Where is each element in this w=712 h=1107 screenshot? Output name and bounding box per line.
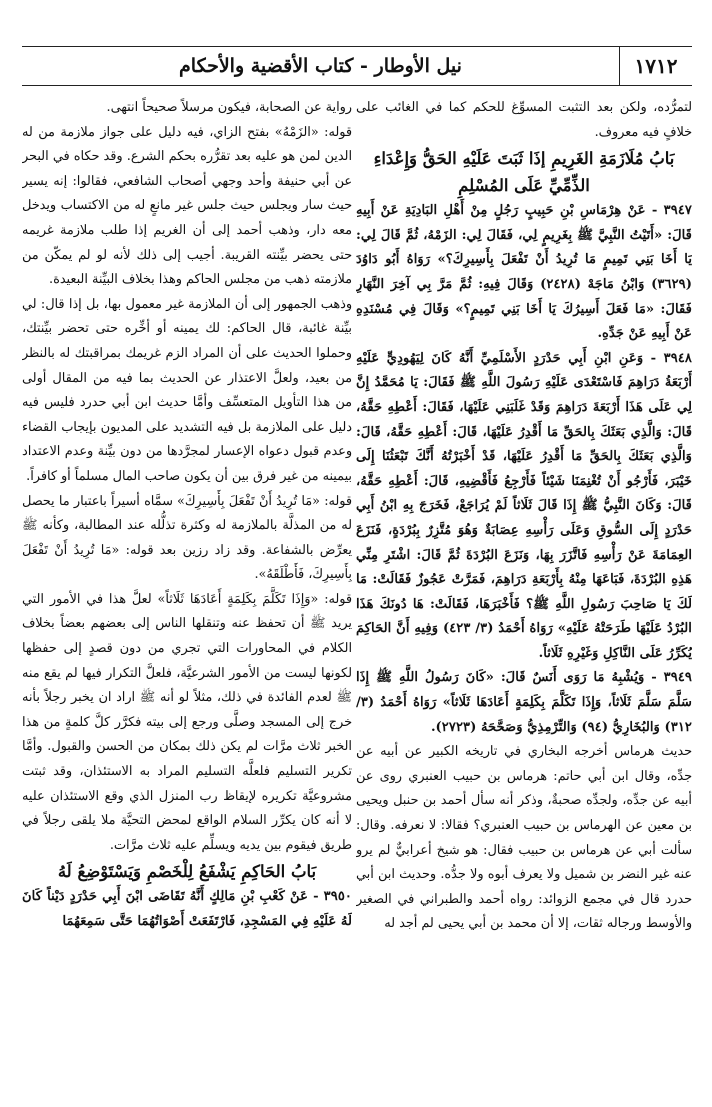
hadith-3948: ٣٩٤٨ - وَعَنِ ابْنِ أَبِي حَدْرَدٍ الأَسْلَمِيِّ أَنَّهُ كَانَ لِيَهُودِيٍّ عَلَيْهِ أَرْبَعَةُ دَرَاهِمَ فَاسْتَعْدَى عَلَيْهِ رَسُولَ اللَّهِ ﷺ فَقَالَ: يَا مُحَمَّدُ إِنَّ لِي عَلَى هَذَا أَرْبَعَةَ دَرَاهِمَ وَقَدْ غَلَبَنِي عَلَيْهَا، فَقَالَ: أَعْطِهِ حَقَّهُ، قَالَ: وَالَّذِي بَعَثَكَ بِالحَقِّ مَا أَقْدِرُ عَلَيْهَا، قَالَ: أَعْطِهِ حَقَّهُ، قَالَ: وَالَّذِي بَعَثَكَ بِالحَقِّ مَا أَقْدِرُ عَلَيْهَا، قَدْ أَخْبَرْتُهُ أَنَّكَ تَبْعَثُنَا إِلَى خَيْبَرَ، فَأَرْجُو أَنْ تُغْنِمَنَا شَيْئاً فَأَرْجِعُ فَأَقْضِيهِ، قَالَ: أَعْطِهِ حَقَّهُ، قَالَ: وَكَانَ النَّبِيُّ ﷺ إِذَا قَالَ ثَلَاثاً لَمْ يُرَاجَعْ، فَخَرَجَ بِهِ ابْنُ أَبِي حَدْرَدٍ إِلَى السُّوقِ وَعَلَى رَأْسِهِ عِصَابَةٌ وَهُوَ مُتَّزِرٌ بِبُرْدَةٍ، فَنَزَعَ العِمَامَةَ عَنْ رَأْسِهِ فَاتَّزَرَ بِهَا، وَنَزَعَ البُرْدَةَ ثُمَّ قَالَ: اشْتَرِ مِنِّي هَذِهِ البُرْدَةَ، فَبَاعَهَا مِنْهُ بِأَرْبَعَةِ دَرَاهِمَ، فَمَرَّتْ عَجُوزٌ فَقَالَتْ: مَا لَكَ يَا صَاحِبَ رَسُولِ اللَّهِ ﷺ؟ فَأَخْبَرَهَا، فَقَالَتْ: هَا دُونَكَ هَذَا البُرْدُ عَلَيْهَا طَرَحَتْهُ عَلَيْهِ» رَوَاهُ أَحْمَدُ (٣/ ٤٢٣) وَفِيهِ أَنَّ الحَاكِمَ يُكَرِّرُ عَلَى النَّاكِلِ وَغَيْرِهِ ثَلَاثاً. bbox=[356, 350, 692, 661]
page-number: ١٧١٢ bbox=[619, 47, 692, 85]
commentary-paragraph: قوله: «الزَمْهُ» بفتح الزاي، فيه دليل على جواز ملازمة من له الدين لمن هو عليه بعد تقرُّره بحكم الشرع. وقد حكاه في البحر عن أبي حنيفة وأحد وجهي أصحاب الشافعي، فقالوا: إنه يسير حيث سار ويجلس حيث جلس غير مانعٍ له من الاكتساب ويدخل معه دار، وذهب أحمد إلى أن الغريم إذا طلب ملازمة غريمه حتى يحضر بيِّنته القريبة. أجيب إلى ذلك لأنه لو لم يمكّن من ملازمته ذهب من مجلس الحاكم وهذا بخلاف البيِّنة البعيدة. bbox=[22, 124, 352, 288]
hadith-3949: ٣٩٤٩ - وَيُشْبِهُ مَا رَوَى أَنَسٌ قَالَ: «كَانَ رَسُولُ اللَّهِ ﷺ إِذَا سَلَّمَ سَلَّمَ ثَلَاثاً، وَإِذَا تَكَلَّمَ بِكَلِمَةٍ أَعَادَهَا ثَلَاثاً» رَوَاهُ أَحْمَدُ (٣/ ٣١٢) وَالبُخَارِيُّ (٩٤) وَالتِّرْمِذِيُّ وَصَحَّحَهُ (٢٧٢٣). bbox=[356, 670, 692, 735]
commentary-paragraph: قوله: «مَا تُرِيدُ أَنْ تَفْعَلَ بِأَسِيرِكَ» سمَّاه أسيراً باعتبار ما يحصل له من المذلَّة بالملازمة له وكثرة تذلُّله عند المطالبة، وكأنه ﷺ يعرِّض بالشفاعة. وقد زاد رزين بعد قوله: «مَا تُرِيدُ أَنْ تَفْعَلَ بِأَسِيرِكَ، فَأَطْلَقَهُ». bbox=[22, 493, 352, 583]
commentary-paragraph: حديث هرماس أخرجه البخاري في تاريخه الكبير عن أبيه عن جدِّه، وقال ابن أبي حاتم: هرماس بن حبيب العنبري روى عن أبيه عن جدِّه، ولجدِّه صحبةٌ، وذكر أنه سأل أحمد بن حنبل ويحيى بن معين عن الهرماس بن حبيب العنبري؟ فقالا: لا نعرفه. وقال: سألت أبي عن هرماس بن حبيب فقال: هو شيخ أعرابيٌّ لم يرو عنه غير النضر بن شميل ولا يعرف أبوه ولا جدُّه. وحديث ابن أبي حدرد قال في مجمع الزوائد: رواه أحمد والطبراني في الصغير والأوسط ورجاله ثقات، إلا أن محمد بن أبي يحيى لم أجد له bbox=[356, 744, 692, 932]
chapter-heading: بَابُ مُلَازَمَةِ الغَرِيمِ إذَا ثَبَتَ عَلَيْهِ الحَقُّ وَإِعْدَاءِ الذِّمِّيِّ عَلَى المُسْلِمِ bbox=[373, 149, 675, 196]
chapter-heading: بَابُ الحَاكِمِ يَشْفَعُ لِلْخَصْمِ وَيَسْتَوْضِعُ لَهُ bbox=[57, 862, 317, 882]
running-title: نيل الأوطار - كتاب الأقضية والأحكام bbox=[179, 55, 462, 77]
hadith-3950: ٣٩٥٠ - عَنْ كَعْبِ بْنِ مَالِكٍ أَنَّهُ تَقَاضَى ابْنَ أَبِي حَدْرَدٍ دَيْناً كَانَ لَهُ عَلَيْهِ فِي المَسْجِدِ، فَارْتَفَعَتْ أَصْوَاتُهُمَا حَتَّى سَمِعَهُمَا bbox=[22, 889, 352, 929]
right-column bbox=[356, 96, 692, 1103]
left-column bbox=[22, 96, 352, 1103]
hadith-3947: ٣٩٤٧ - عَنْ هِرْمَاسِ بْنِ حَبِيبٍ رَجُلٍ مِنْ أَهْلِ البَادِيَةِ عَنْ أَبِيهِ قَالَ: «أَتَيْتُ النَّبِيَّ ﷺ بِغَرِيمٍ لِي، فَقَالَ لِي: الزَمْهُ، ثُمَّ قَالَ لِي: يَا أَخَا بَنِي تَمِيمٍ مَا تُرِيدُ أَنْ تَفْعَلَ بِأَسِيرِكَ؟» رَوَاهُ أَبُو دَاوُدَ (٣٦٢٩) وَابْنُ مَاجَهْ (٢٤٢٨) وَقَالَ فِيهِ: ثُمَّ مَرَّ بِي آخِرَ النَّهَارِ فَقَالَ: «مَا فَعَلَ أَسِيرُكَ يَا أَخَا بَنِي تَمِيمٍ؟» وَقَالَ فِي مُسْنَدِهِ عَنْ أَبِيهِ عَنْ جَدِّهِ. bbox=[356, 203, 692, 342]
page-header bbox=[22, 46, 692, 86]
commentary-paragraph: رواية عن الصحابة، فيكون مرسلاً صحيحاً انتهى. bbox=[106, 100, 352, 115]
commentary-paragraph: قوله: «وَإِذَا تَكَلَّمَ بِكَلِمَةٍ أَعَادَهَا ثَلَاثاً» لعلَّ هذا في الأمور التي يريد ﷺ أن تحفظ عنه وتنقلها الناس إلى بعضهم بعضاً بخلاف الكلام في المحاورات التي تجري من دون قصدٍ إلى حفظها لكونها ليست من الأمور الشرعيَّة، فلعلَّ التكرار فيها لم يقع منه ﷺ لعدم الفائدة في ذلك، مثلاً لو أنه ﷺ اراد ان يخبر رجلاً بأنه خرج إلى المسجد وصلَّى ورجع إلى بيته فكرَّر كلَّ كلمةٍ من هذا الخبر ثلاث مرَّات لم يكن ذلك بمكان من الحسن والقبول. وأمَّا تكرير التسليم فلعلَّه التسليم المراد به الاستئذان، وقد ثبتت مشروعيَّة تكريره لإيقاظ رب المنزل الذي وقع الاستئذان عليه لا أنه كان يكرِّر السلام الواقع لمحض التحيَّة ملا يلقى رجلاً في طريق فيقوم بين يديه ويسلِّم عليه ثلاث مرَّات. bbox=[22, 591, 352, 853]
commentary-paragraph: وذهب الجمهور إلى أن الملازمة غير معمول بها، بل إذا قال: لي بيِّنة غائبة، قال الحاكم: لك يمينه أو أخِّره حتى تحضر بيِّنتك، وحملوا الحديث على أن المراد الزم غريمك بمراقبتك له بالنظر من بعيد، ولعلَّ الاعتذار عن الحديث بما فيه من المقال أولى من هذا التأويل المتعسِّف وأمَّا حديث ابن أبي حدرد فليس فيه دليل على الملازمة بل فيه التشديد على المديون بإيجاب القضاء وعدم قبول دعواه الإعسار لمجرَّدها من دون بيِّنة وعدم الاعتداد بيمينه من غير فرق بين أن يكون صاحب المال مسلماً أو كافراً. bbox=[22, 296, 352, 484]
commentary-paragraph: لتمرُّده، ولكن بعد التثبت المسوِّغ للحكم كما في الغائب على خلافٍ فيه معروف. bbox=[356, 100, 692, 140]
